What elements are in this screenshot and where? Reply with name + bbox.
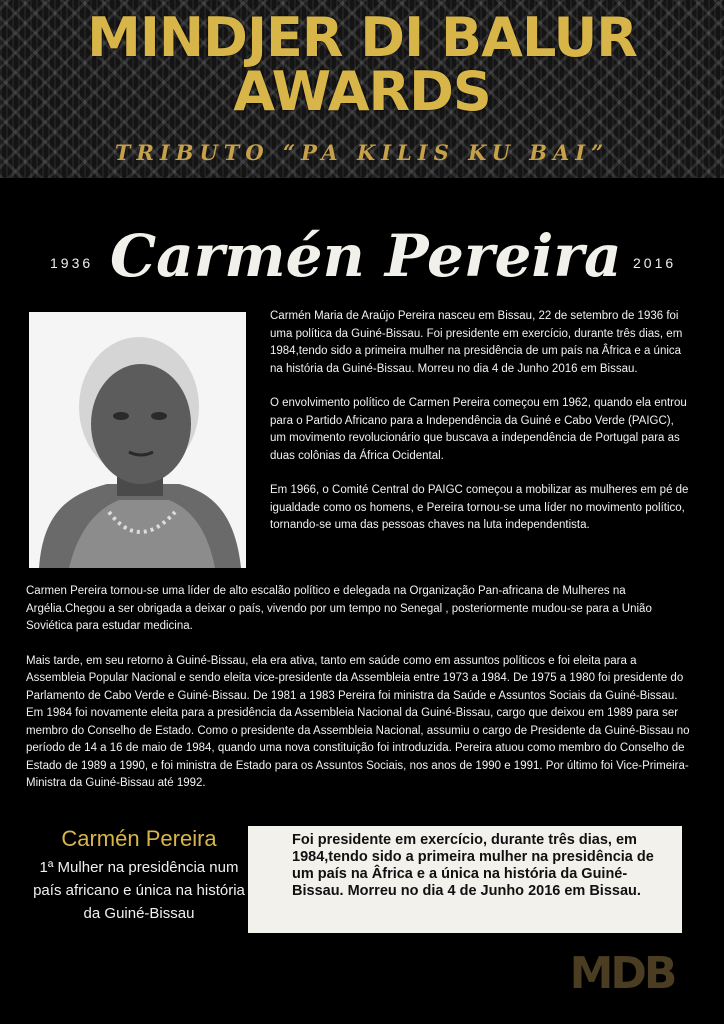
bio-paragraph: Carmen Pereira tornou-se uma líder de alto escalão político e delegada na Organização Pan-africana de Mulheres na Argélia.Chegou a ser obrigada a deixar o país, vivendo por um tempo no Senegal , posteriormente mudou-se para a União Soviética para estudar medicina. <box>26 585 652 632</box>
bio-paragraph: Em 1966, o Comité Central do PAIGC começou a mobilizar as mulheres em pé de igualdade como os homens, e Pereira tornou-se uma líder no movimento político, tornando-se uma das pessoas chaves na luta independentista. <box>270 484 689 531</box>
portrait-photo <box>29 312 246 568</box>
svg-text:MDB: MDB <box>569 948 675 996</box>
portrait-illustration <box>29 312 246 568</box>
title-line-2: AWARDS <box>233 60 491 123</box>
signature-subtitle: 1ª Mulher na presidência num país africano e única na história da Guiné-Bissau <box>33 859 245 922</box>
bio-paragraph: Mais tarde, em seu retorno à Guiné-Bissau, ela era ativa, tanto em saúde como em assuntos políticos e foi eleita para a Assembleia Popular Nacional e sendo eleita vice-presidente da Assembleia entre 1973 a 1984. De 1975 a 1980 foi presidente do Parlamento de Cabo Verde e Guiné-Bissau. De 1981 a 1983 Pereira foi ministra da Saúde e Assuntos Sociais da Guiné-Bissau. <box>26 654 684 702</box>
bio-paragraph: Em 1984 foi novamente eleita para a presidência da Assembleia Nacional da Guiné-Bissau, cargo que deixou em 1989 para ser membro do Conselho de Estado. Como o presidente da Assembleia Nacional, assumiu o cargo de Presidente da Guiné-Bissau no período de 14 a 16 de maio de 1984, quando uma nova constituição foi introduzida. Pereira atuou como membro do Conselho de Estado de 1989 a 1990, e foi ministra de Estado para os Assuntos Sociais, nos anos de 1990 e 1991. Por último foi Vice-Primeira-Ministra da Guiné-Bissau até 1992. <box>26 707 690 789</box>
tribute-subtitle: TRIBUTO “PA KILIS KU BAI” <box>114 140 610 165</box>
signature-name: Carmén Pereira <box>61 826 217 851</box>
bio-paragraph: O envolvimento político de Carmen Pereira começou em 1962, quando ela entrou para o Partido Africano para a Independência da Guiné e Cabo Verde (PAIGC), um movimento revolucionário que buscava a independência de Portugal para as duas colônias da África Ocidental. <box>270 397 687 462</box>
header-banner <box>0 0 724 178</box>
person-name: Carmén Pereira <box>110 222 622 290</box>
quote-box: Foi presidente em exercício, durante três dias, em 1984,tendo sido a primeira mulher na presidência de um país na Âfrica e a única na história da Guiné-Bissau. Morreu no dia 4 de Junho 2016 em Bissau. <box>248 826 682 933</box>
title-line-1: MINDJER DI BALUR <box>87 6 637 69</box>
bio-top <box>270 308 690 552</box>
birth-year: 1936 <box>50 255 94 271</box>
mdb-logo <box>567 946 677 996</box>
mdb-logo-mark <box>567 946 677 996</box>
bio-paragraph: Carmén Maria de Araújo Pereira nasceu em Bissau, 22 de setembro de 1936 foi uma política da Guiné-Bissau. Foi presidente em exercício, durante três dias, em 1984,tendo sido a primeira mulher na presidência de um país na Âfrica e a única na história da Guiné-Bissau. Morreu no dia 4 de Junho 2016 em Bissau. <box>270 310 683 375</box>
death-year: 2016 <box>633 255 677 271</box>
bio-main <box>26 583 698 810</box>
